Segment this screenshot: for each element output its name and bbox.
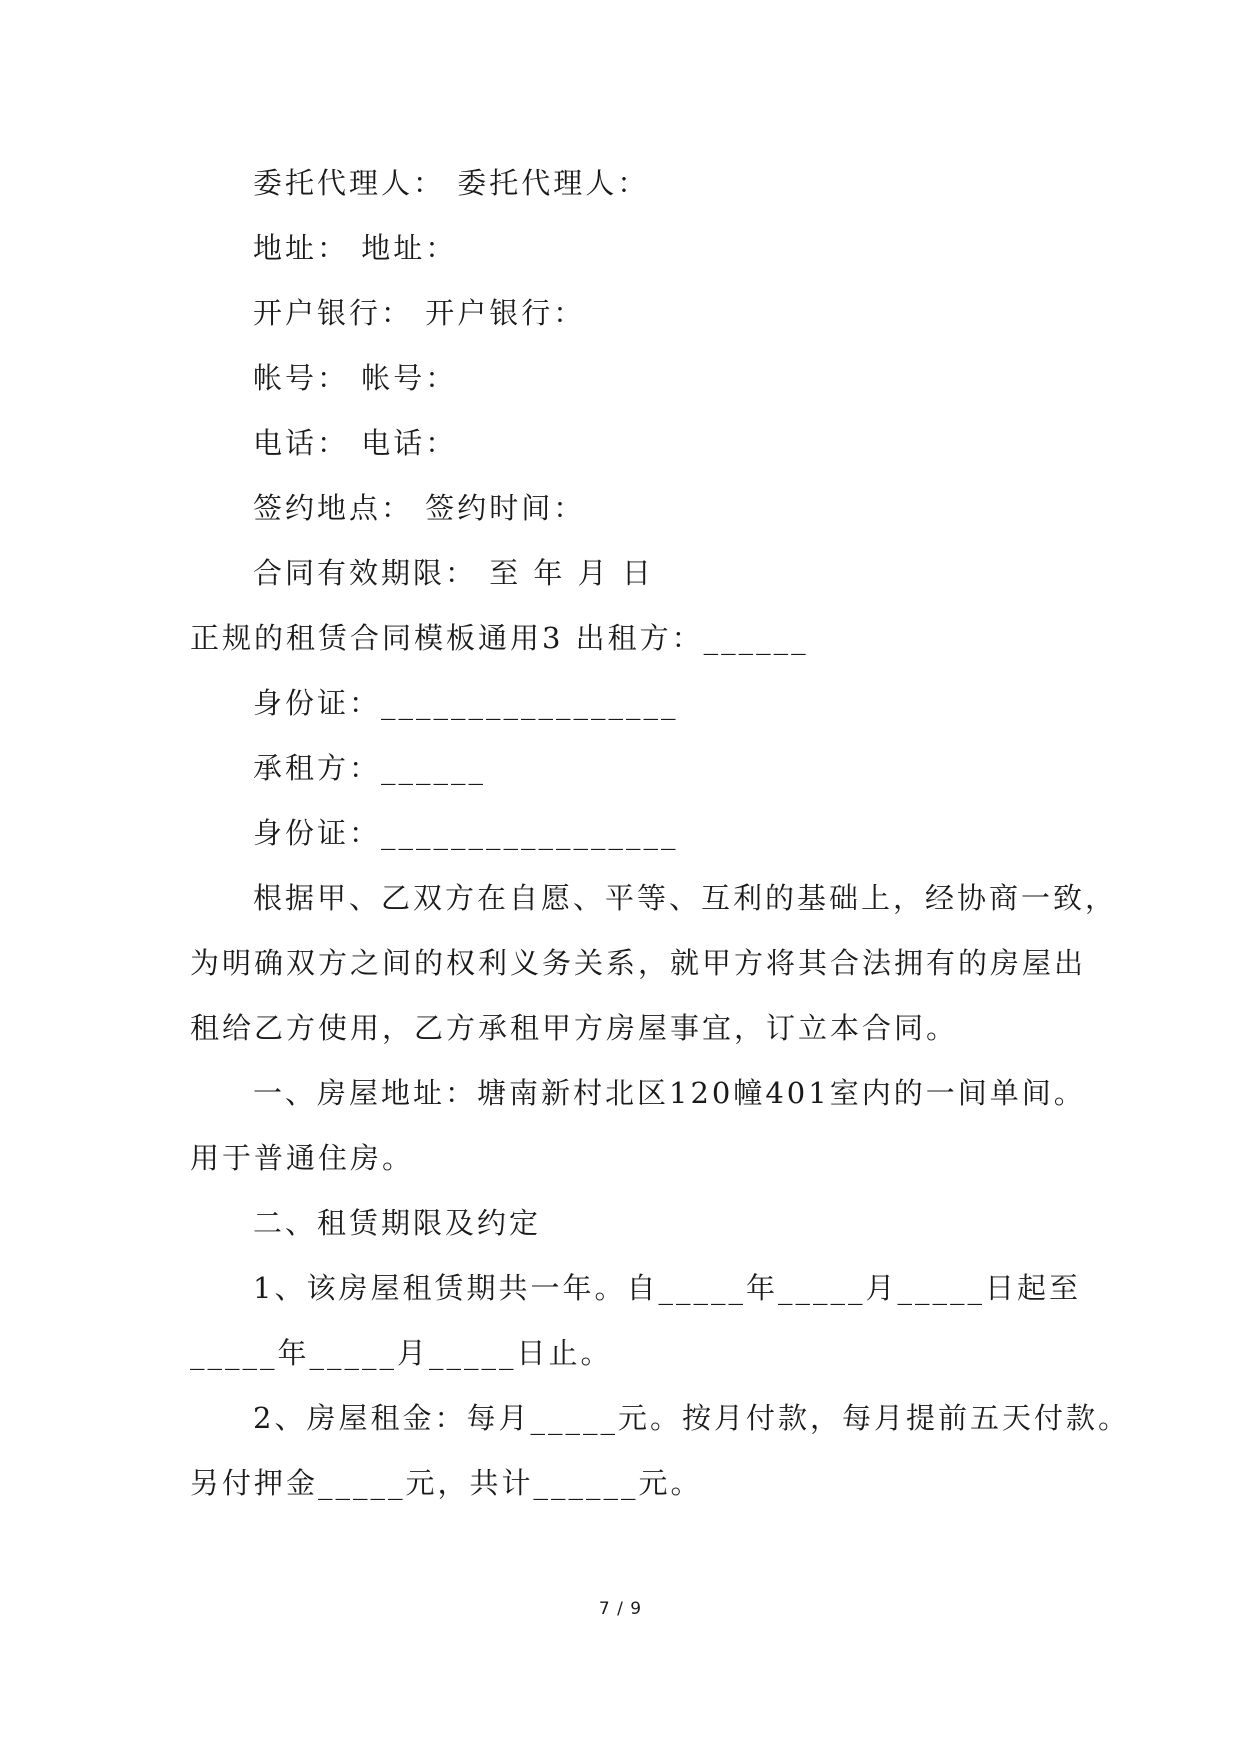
paragraph-line: 为明确双方之间的权利义务关系，就甲方将其合法拥有的房屋出 [190, 946, 1087, 980]
text-line: 地址： 地址： [253, 231, 458, 265]
section-heading-line: 正规的租赁合同模板通用3 出租方：______ [190, 621, 809, 655]
paragraph-line: 2、房屋租金：每月_____元。按月付款，每月提前五天付款。 [253, 1401, 1130, 1435]
paragraph-line: _____年_____月_____日止。 [190, 1336, 613, 1370]
text-line: 帐号： 帐号： [253, 361, 458, 395]
paragraph-line: 租给乙方使用，乙方承租甲方房屋事宜，订立本合同。 [190, 1011, 959, 1045]
paragraph-line: 1、该房屋租赁期共一年。自_____年_____月_____日起至 [253, 1271, 1081, 1305]
text-line: 合同有效期限： 至 年 月 日 [253, 556, 654, 590]
paragraph-line: 二、租赁期限及约定 [253, 1206, 542, 1240]
text-line: 身份证：_________________ [253, 816, 679, 850]
paragraph-line: 一、房屋地址：塘南新村北区120幢401室内的一间单间。 [253, 1076, 1086, 1110]
paragraph-line: 用于普通住房。 [190, 1141, 415, 1175]
paragraph-line: 另付押金_____元，共计______元。 [190, 1466, 703, 1500]
text-line: 委托代理人： 委托代理人： [253, 166, 650, 200]
text-line: 电话： 电话： [253, 426, 458, 460]
paragraph-line: 根据甲、乙双方在自愿、平等、互利的基础上，经协商一致， [253, 881, 1118, 915]
text-line: 签约地点： 签约时间： [253, 491, 586, 525]
text-line: 身份证：_________________ [253, 686, 679, 720]
text-line: 开户银行： 开户银行： [253, 296, 586, 330]
text-line: 承租方：______ [253, 751, 487, 785]
page-number: 7 / 9 [598, 1599, 643, 1619]
